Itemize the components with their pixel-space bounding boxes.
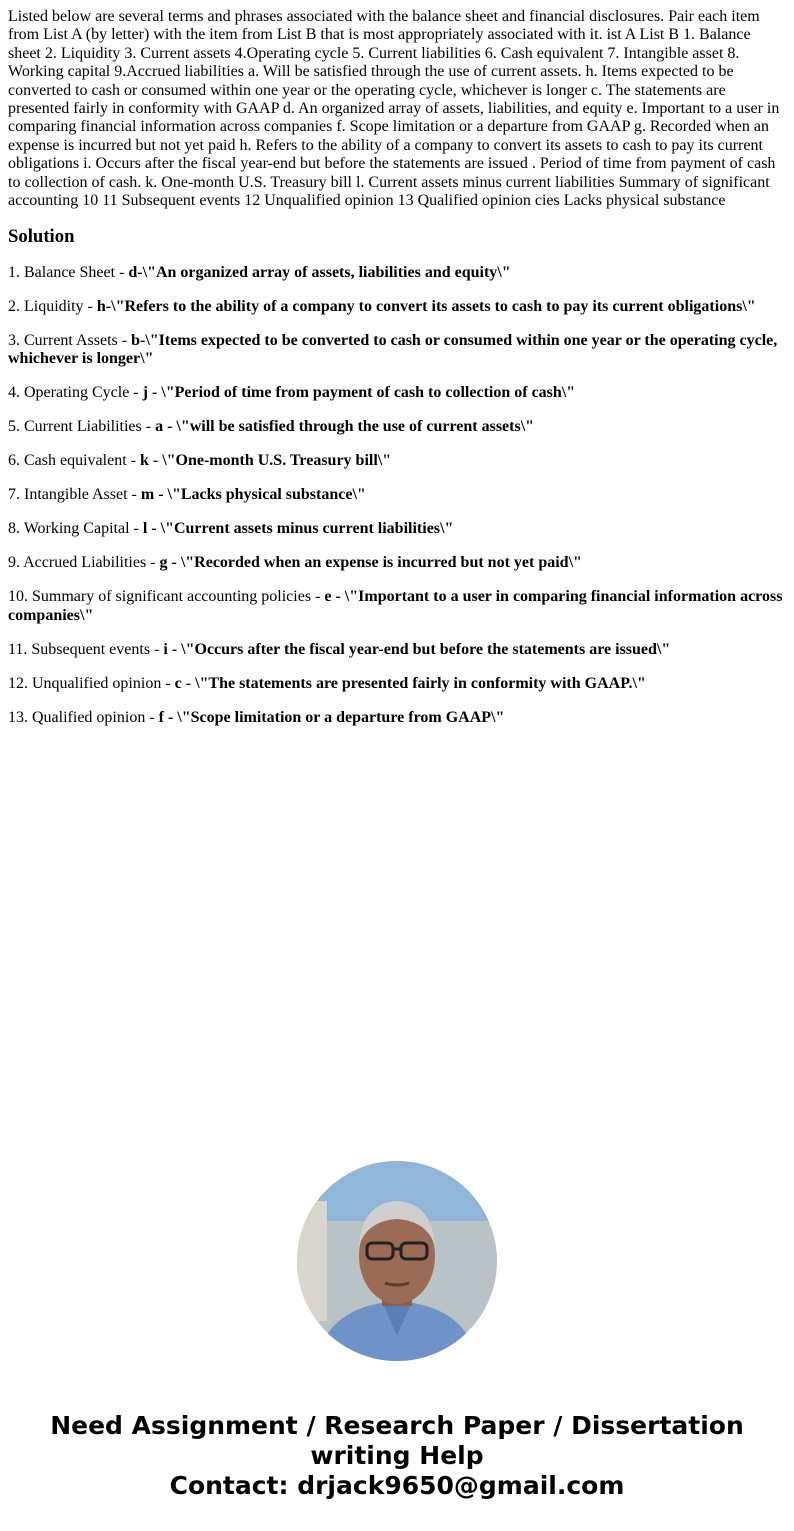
answer-item <box>8 520 786 538</box>
answer-match: d-\"An organized array of assets, liabilities and equity\" <box>128 263 511 281</box>
promo-footer <box>0 1411 794 1501</box>
answer-term: 11. Subsequent events - <box>8 640 164 658</box>
answer-list <box>8 264 786 727</box>
answer-term: 10. Summary of significant accounting policies - <box>8 588 325 606</box>
answer-match: g - \"Recorded when an expense is incurred but not yet paid\" <box>159 554 582 572</box>
answer-term: 12. Unqualified opinion - <box>8 674 175 692</box>
answer-item <box>8 384 786 402</box>
answer-match: m - \"Lacks physical substance\" <box>140 486 366 504</box>
answer-term: 9. Accrued Liabilities - <box>8 554 160 572</box>
answer-match: l - \"Current assets minus current liabilities\" <box>142 520 454 538</box>
answer-match: b-\"Items expected to be converted to cash or consumed within one year or the operating cycle, whichever is longer\" <box>8 331 778 368</box>
answer-item <box>8 298 786 316</box>
answer-match: j - \"Period of time from payment of cash to collection of cash\" <box>142 384 576 402</box>
answer-item <box>8 264 786 282</box>
answer-term: 2. Liquidity - <box>8 297 97 315</box>
answer-match: i - \"Occurs after the fiscal year-end but before the statements are issued\" <box>163 640 671 658</box>
document <box>0 8 794 727</box>
answer-item <box>8 675 786 693</box>
answer-item <box>8 641 786 659</box>
answer-term: 5. Current Liabilities - <box>8 418 156 436</box>
answer-match: e - \"Important to a user in comparing financial information across companies\" <box>8 588 783 624</box>
answer-item <box>8 332 786 369</box>
question-text: Listed below are several terms and phrases associated with the balance sheet and financial disclosures. Pair each item from List A (by letter) with the item from List B that is most appropriately associated with it. ist A List B 1. Balance sheet 2. Liquidity 3. Current assets 4.Operating cycle 5. Current liabilities 6. Cash equivalent 7. Intangible asset 8. Working capital 9.Accrued liabilities a. Will be satisfied through the use of current assets. h. Items expected to be converted to cash or consumed within one year or the operating cycle, whichever is longer c. The statements are presented fairly in conformity with GAAP d. An organized array of assets, liabilities, and equity e. Important to a user in comparing financial information across companies f. Scope limitation or a departure from GAAP g. Recorded when an expense is incurred but not yet paid h. Refers to the ability of a company to convert its assets to cash to pay its current obligations i. Occurs after the fiscal year-end but before the statements are issued . Period of time from payment of cash to collection of cash. k. One-month U.S. Treasury bill l. Current assets minus current liabilities Summary of significant accounting 10 11 Subsequent events 12 Unqualified opinion 13 Qualified opinion cies Lacks physical substance <box>8 8 780 210</box>
answer-match: h-\"Refers to the ability of a company to convert its assets to cash to pay its current obligations\" <box>96 297 756 315</box>
answer-item <box>8 588 786 625</box>
answer-match: a - \"will be satisfied through the use of current assets\" <box>155 418 535 436</box>
author-avatar <box>297 1161 497 1361</box>
answer-term: 3. Current Assets - <box>8 331 132 349</box>
answer-item <box>8 486 786 504</box>
answer-item <box>8 418 786 436</box>
answer-term: 1. Balance Sheet - <box>8 263 129 281</box>
answer-item <box>8 554 786 572</box>
promo-headline: Need Assignment / Research Paper / Dissertation writing Help <box>50 1411 744 1470</box>
answer-match: f - \"Scope limitation or a departure from GAAP\" <box>158 708 505 726</box>
answer-match: c - \"The statements are presented fairly in conformity with GAAP.\" <box>174 674 646 692</box>
answer-term: 6. Cash equivalent - <box>8 452 140 470</box>
answer-term: 13. Qualified opinion - <box>8 708 159 726</box>
answer-item <box>8 709 786 727</box>
contact-email: Contact: drjack9650@gmail.com <box>169 1471 625 1500</box>
solution-heading: Solution <box>8 226 75 248</box>
answer-match: k - \"One-month U.S. Treasury bill\" <box>139 452 392 470</box>
answer-term: 7. Intangible Asset - <box>8 486 141 504</box>
answer-term: 4. Operating Cycle - <box>8 384 143 402</box>
answer-term: 8. Working Capital - <box>8 520 143 538</box>
answer-item <box>8 452 786 470</box>
